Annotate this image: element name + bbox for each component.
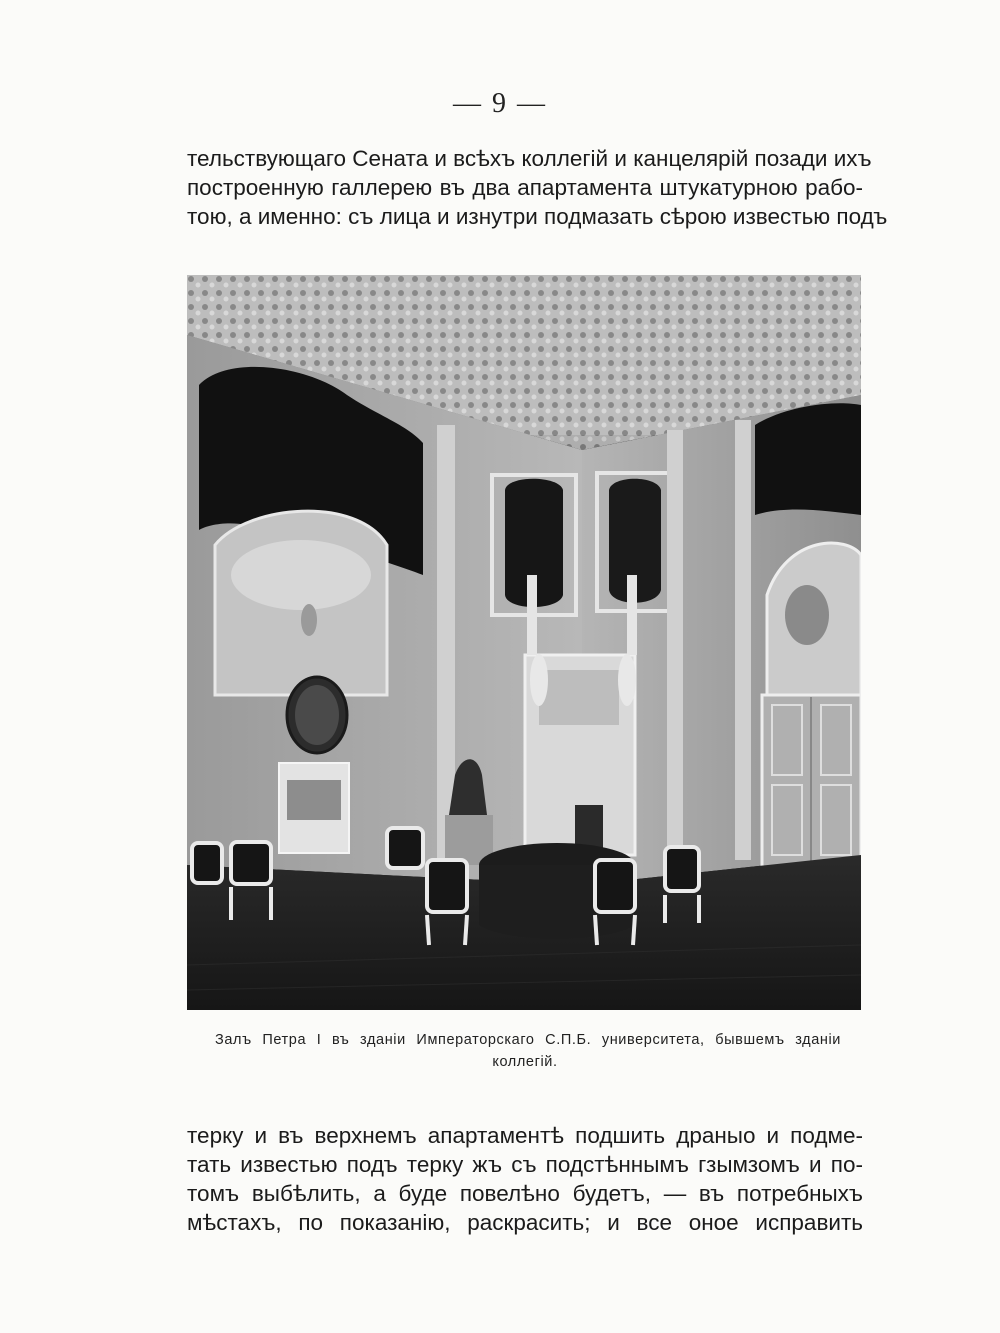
caption-line: коллегій. — [492, 1054, 558, 1070]
hall-photograph — [187, 275, 861, 1010]
photograph-icon — [187, 275, 861, 1010]
text-line: тать известью подъ терку жъ съ подстѣннымъ гзымзомъ и по- — [187, 1152, 863, 1177]
text-line: томъ выбѣлить, а буде повелѣно будетъ, — въ потребныхъ — [187, 1181, 863, 1206]
text-line: мѣстахъ, по показанію, раскрасить; и все оное исправить — [187, 1210, 863, 1235]
text-line: тою, а именно: съ лица и изнутри подмазать сѣрою известью подъ — [187, 204, 888, 229]
body-text-top — [187, 144, 888, 231]
page-number: — 9 — — [453, 88, 547, 119]
body-text-bottom — [187, 1121, 863, 1237]
caption-line: Залъ Петра I въ зданіи Императорскаго С.П.Б. университета, бывшемъ зданіи — [215, 1032, 841, 1048]
text-line: построенную галлерею въ два апартамента штукатурною рабо- — [187, 175, 863, 200]
figure-caption — [187, 1029, 863, 1073]
text-line: тельствующаго Сената и всѣхъ коллегій и канцелярій позади ихъ — [187, 146, 872, 171]
text-line: терку и въ верхнемъ апартаментѣ подшить драныо и подме- — [187, 1123, 863, 1148]
